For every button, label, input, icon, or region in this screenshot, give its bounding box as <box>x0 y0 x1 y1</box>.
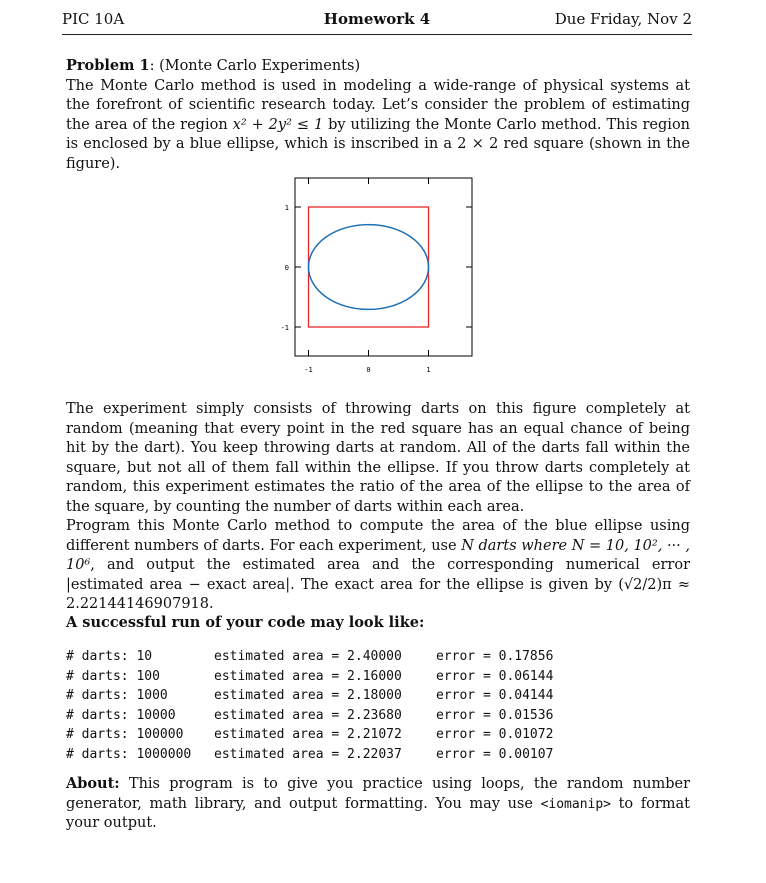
paragraph-darts: The experiment simply consists of throwing darts on this figure completely at random (meaning that every point in the red square has an equal chance of being hit by the dart). You keep throwing darts at random. All of the darts fall within the square, but not all of them fall within the ellipse. If you throw darts completely at random, this experiment estimates the ratio of the area of the ellipse to the area of the square, by counting the number of darts within each area. <box>66 401 690 515</box>
x-tick-label: 0 <box>366 366 371 374</box>
monte-carlo-figure <box>278 175 478 380</box>
output-error: error = 0.01072 <box>436 727 554 742</box>
paragraph-program <box>66 517 690 615</box>
output-darts: # darts: 100 <box>66 668 160 684</box>
problem-intro: Problem 1: (Monte Carlo Experiments) The Monte Carlo method is used in modeling a wide-range of physical systems at the forefront of scientific research today. Let’s consider the problem of estimating the area of the region x² + 2y² ≤ 1 by utilizing the Monte Carlo method. This region is enclosed by a blue ellipse, which is inscribed in a 2 × 2 red square (shown in the figure). <box>66 57 691 172</box>
course-code: PIC 10A <box>62 10 125 28</box>
intro-text-2: by utilizing the Monte Carlo method. This region is enclosed by a blue ellipse, which is inscribed in a 2 × 2 red square (shown in the figure). <box>66 116 691 172</box>
about-section <box>66 774 690 834</box>
program-text-b: , and output the estimated area and the corresponding numerical error |estimated area − exact area|. The exact area for the ellipse is given by <box>66 557 690 593</box>
output-row <box>66 647 706 667</box>
y-tick-label: -1 <box>280 324 289 332</box>
output-darts: # darts: 1000000 <box>66 746 192 762</box>
output-darts: # darts: 10 <box>66 649 153 664</box>
intro-text: The Monte Carlo method is used in modeling a wide-range of physical systems at the forefront of scientific research today. Let’s consider the problem of estimating the area of the region <box>66 77 690 133</box>
experiment-description <box>66 400 690 615</box>
output-area: estimated area = 2.40000 <box>214 649 402 664</box>
blue-ellipse <box>309 225 429 310</box>
output-error: error = 0.17856 <box>436 649 554 664</box>
output-area: estimated area = 2.18000 <box>214 688 402 703</box>
due-date: Due Friday, Nov 2 <box>554 10 692 28</box>
output-area: estimated area = 2.16000 <box>214 668 402 684</box>
output-row <box>66 706 706 726</box>
output-darts: # darts: 100000 <box>66 727 184 742</box>
homework-title: Homework 4 <box>323 10 431 28</box>
ellipse-inequality: x² + 2y² ≤ 1 <box>232 116 324 133</box>
output-row <box>66 667 706 687</box>
problem-subtitle: (Monte Carlo Experiments) <box>159 58 361 74</box>
output-row <box>66 686 706 706</box>
iomanip-code: <iomanip> <box>540 796 612 812</box>
sample-heading: A successful run of your code may look like: <box>66 614 425 631</box>
output-error: error = 0.04144 <box>436 688 554 703</box>
output-area: estimated area = 2.21072 <box>214 727 402 742</box>
output-error: error = 0.06144 <box>436 668 554 684</box>
exact-area: (√2/2)π ≈ 2.22144146907918. <box>66 576 690 612</box>
about-tail: to format your output. <box>66 795 691 831</box>
x-tick-label: -1 <box>304 366 313 374</box>
problem-label: Problem 1 <box>66 57 150 74</box>
sample-output <box>66 647 706 764</box>
about-text: This program is to give you practice using loops, the random number generator, math library, and output formatting. You may use <box>66 776 691 812</box>
program-text-a: Program this Monte Carlo method to compute the area of the blue ellipse using different numbers of darts. For each experiment, use <box>66 518 690 554</box>
output-row <box>66 725 706 745</box>
output-darts: # darts: 1000 <box>66 688 168 703</box>
output-row <box>66 745 706 765</box>
output-area: estimated area = 2.23680 <box>214 707 402 723</box>
page-header <box>62 10 692 35</box>
about-label: About: <box>66 775 120 792</box>
output-darts: # darts: 10000 <box>66 707 176 723</box>
y-tick-label: 0 <box>284 264 289 272</box>
dart-counts: N darts where N = 10, 10², ··· , 10⁶ <box>66 537 691 573</box>
output-error: error = 0.00107 <box>436 746 554 762</box>
x-tick-label: 1 <box>426 366 431 374</box>
y-tick-label: 1 <box>284 204 289 212</box>
output-area: estimated area = 2.22037 <box>214 746 402 762</box>
plot-frame <box>295 178 472 356</box>
output-error: error = 0.01536 <box>436 707 554 723</box>
